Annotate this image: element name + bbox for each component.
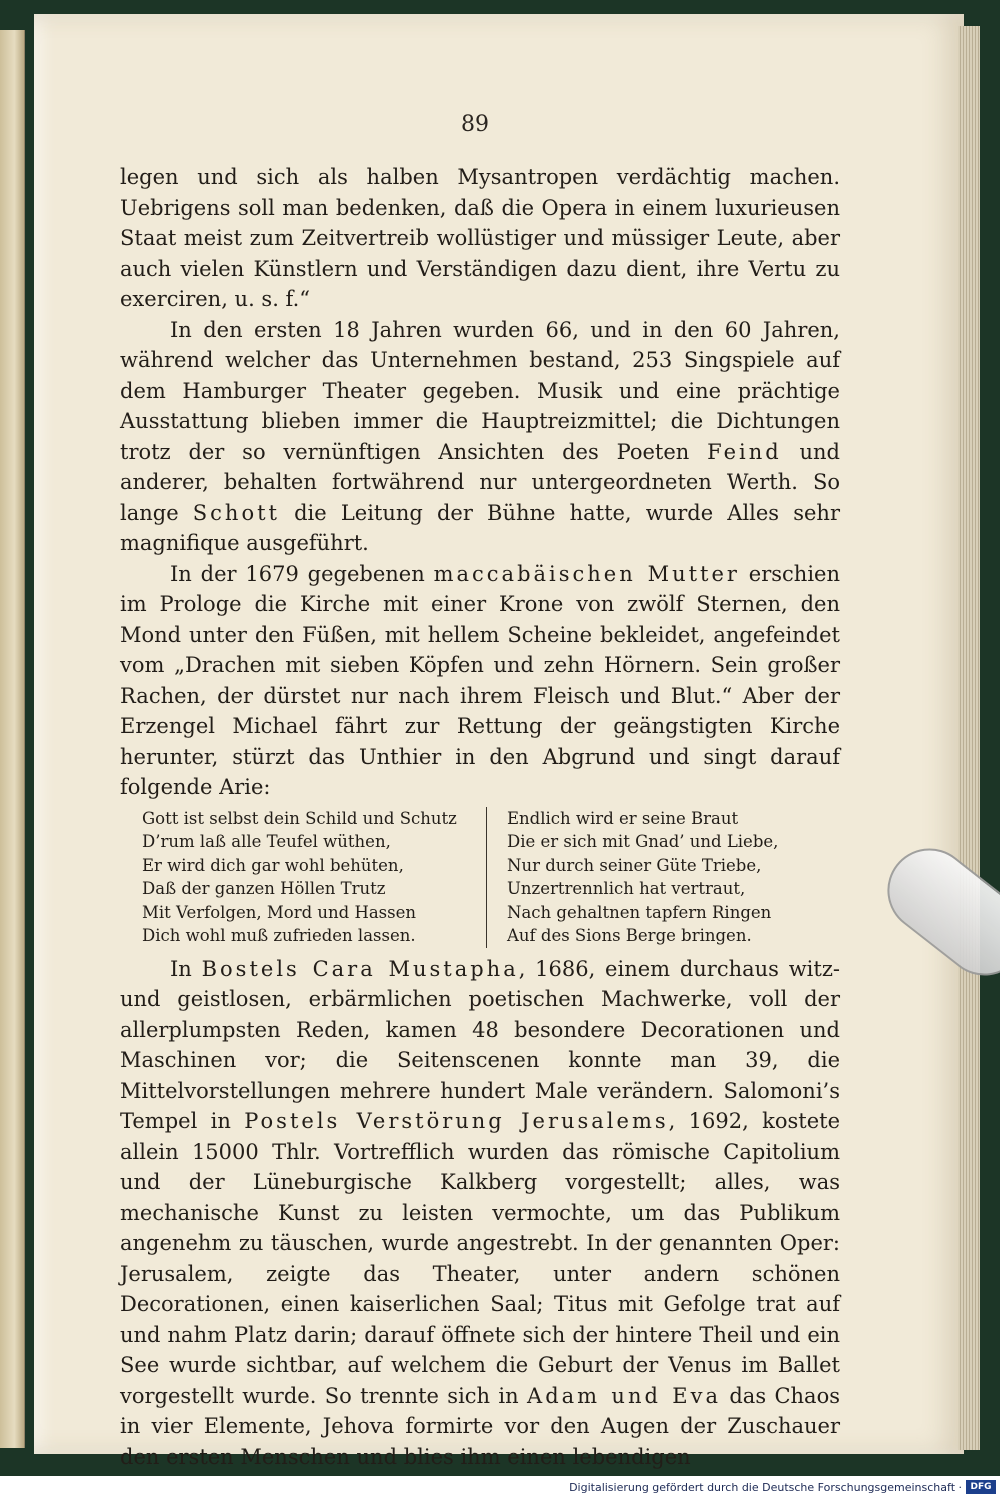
paragraph-1-text: legen und sich als halben Mysantropen verdächtig machen. Uebrigens soll man bedenken, daß die Opera in einem luxurieusen Staat meist zum Zeitvertreib wollüstiger und müssiger Leute, aber auch vielen Künstlern und Verständigen dazu dient, ihre Vertu zu exerciren, u. s. f.“ (120, 165, 840, 311)
left-page-edge (0, 30, 25, 1448)
verse-column-right (486, 807, 821, 948)
verse-line: Gott ist selbst dein Schild und Schutz (142, 808, 457, 828)
verse-line: Nur durch seiner Güte Triebe, (507, 855, 762, 875)
aria-verse (142, 807, 840, 948)
verse-line: D’rum laß alle Teufel wüthen, (142, 832, 391, 851)
paragraph-3-text-b: erschien im Prologe die Kirche mit einer Krone von zwölf Sternen, den Mond unter den Füßen, mit hellem Scheine bekleidet, angefeindet vom „Drachen mit sieben Köpfen und zehn Hörnern. Sein großer Rachen, der dürstet nur nach ihrem Fleisch und Blut.“ Aber der Erzengel Michael fährt zur Rettung der geängstigten Kirche herunter, stürzt das Unthier in den Abgrund und singt darauf folgende Arie: (120, 561, 840, 799)
paragraph-2-text-c: die Leitung der Bühne hatte, wurde Alles sehr magnifique ausgeführt. (120, 500, 840, 555)
paragraph-3-text-a: In der 1679 gegebenen (170, 561, 434, 586)
page-stack-edge (958, 26, 980, 1450)
dfg-logo-icon: DFG (966, 1480, 996, 1494)
verse-line: Die er sich mit Gnad’ und Liebe, (507, 832, 779, 851)
verse-line: Daß der ganzen Höllen Trutz (142, 879, 386, 898)
verse-line: Nach gehaltnen tapfern Ringen (507, 902, 772, 922)
paragraph-2-text-b: und anderer, behalten fortwährend nur untergeordneten Werth. So lange (120, 439, 840, 525)
name-feind: Feind (707, 439, 782, 464)
title-maccabaeische-mutter: maccabäischen Mutter (433, 561, 740, 586)
paragraph-1 (120, 162, 840, 315)
page-number: 89 (461, 112, 489, 137)
verse-column-left (142, 807, 486, 948)
paragraph-2-text-a: In den ersten 18 Jahren wurden 66, und in den 60 Jahren, während welcher das Unternehmen bestand, 253 Singspiele auf dem Hamburger Theater gegeben. Musik und eine prächtige Ausstattung blieben immer die Hauptreizmittel; die Dichtungen trotz der so vernünftigen Ansichten des Poeten (120, 317, 840, 464)
body-text (120, 162, 840, 1472)
verse-line: Unzertrennlich hat vertraut, (507, 879, 746, 898)
title-cara-mustapha: Bostels Cara Mustapha (201, 956, 519, 981)
paragraph-4-text-a: In (170, 956, 202, 981)
paragraph-2 (120, 315, 840, 559)
title-adam-und-eva: Adam und Eva (527, 1383, 721, 1408)
verse-line: Auf des Sions Berge bringen. (507, 926, 752, 945)
paragraph-3 (120, 559, 840, 803)
footer-credit: Digitalisierung gefördert durch die Deutsche Forschungsgemeinschaft · (569, 1481, 962, 1494)
verse-line: Endlich wird er seine Braut (507, 808, 739, 828)
verse-line: Dich wohl muß zufrieden lassen. (142, 926, 416, 945)
paragraph-4-text-d: das Chaos in vier Elemente, Jehova formirte vor den Augen der Zuschauer den ersten Menschen und blies ihm einen lebendigen (120, 1383, 840, 1469)
name-schott: Schott (192, 500, 280, 525)
verse-line: Mit Verfolgen, Mord und Hassen (142, 902, 416, 922)
paragraph-4 (120, 954, 840, 1473)
paragraph-4-text-c: , 1692, kostete allein 15000 Thlr. Vortrefflich wurden das römische Capitolium und der Lüneburgische Kalkberg vorgestellt; alles, was mechanische Kunst zu leisten vermochte, um das Publikum angenehm zu täuschen, wurde angestrebt. In der genannten Oper: Jerusalem, zeigte das Theater, unter andern schönen Decorationen, einen kaiserlichen Saal; Titus mit Gefolge trat auf und nahm Platz darin; darauf öffnete sich der hintere Theil und ein See wurde sichtbar, auf welchem die Geburt der Venus im Ballet vorgestellt wurde. So trennte sich in (120, 1109, 841, 1408)
verse-line: Er wird dich gar wohl behüten, (142, 855, 404, 875)
paragraph-4-text-b: , 1686, einem durchaus witz- und geistlosen, erbärmlichen poetischen Machwerke, voll der allerplumpsten Reden, kamen 48 besondere Decorationen und Maschinen vor; die Seitenscenen konnte man 39, die Mittelvorstellungen mehrere hundert Male verändern. Salomoni’s Tempel in (120, 956, 840, 1133)
title-verstoerung-jerusalems: Postels Verstörung Jerusalems (244, 1109, 669, 1133)
